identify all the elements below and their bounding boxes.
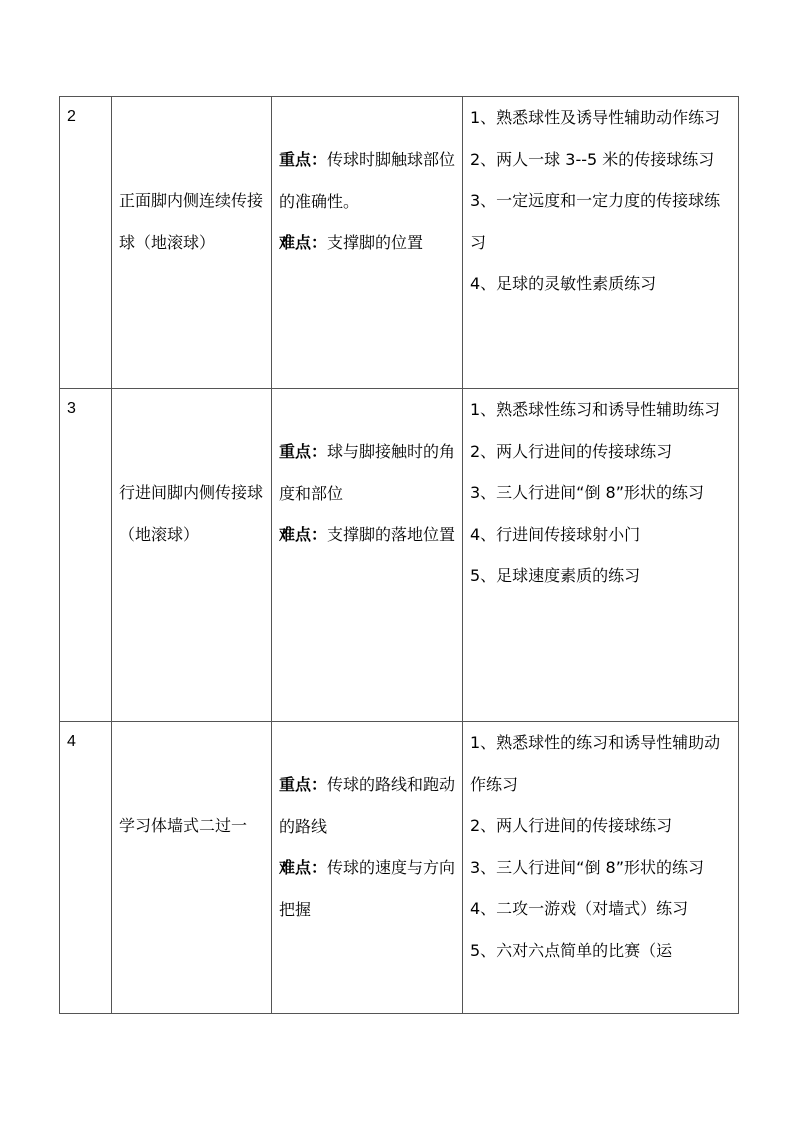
practice-step: 2、两人一球 3--5 米的传接球练习: [470, 149, 715, 169]
lesson-title-cell: [112, 389, 272, 722]
lesson-table: [59, 96, 739, 1014]
lesson-title: 行进间脚内侧传接球（地滚球）: [119, 483, 264, 544]
practice-step: 1、熟悉球性及诱导性辅助动作练习: [470, 108, 721, 127]
key-point-text: 传球的路线和跑动 的路线: [279, 775, 456, 836]
practice-steps-cell: [463, 722, 739, 1014]
lesson-title: 正面脚内侧连续传接球（地滚球）: [119, 191, 264, 252]
practice-step: 1、熟悉球性的练习和诱导性辅助动作练习: [470, 733, 721, 794]
key-point: [279, 764, 458, 847]
lesson-number-cell: [60, 389, 112, 722]
lesson-number: 3: [67, 400, 76, 417]
difficulty-text: 传球的速度与方向把握: [279, 858, 456, 919]
key-point-label: 重点：: [279, 775, 328, 794]
practice-step: 4、二攻一游戏（对墙式）练习: [470, 899, 689, 919]
difficulty: [279, 847, 458, 930]
practice-step: 5、六对六点简单的比赛（运: [470, 940, 673, 960]
key-point: [279, 431, 458, 514]
lesson-number-cell: [60, 97, 112, 389]
key-point-label: 重点：: [279, 150, 328, 169]
practice-step: 3、三人行进间“倒 8”形状的练习: [470, 857, 705, 877]
difficulty-text: 支撑脚的位置: [327, 233, 424, 253]
difficulty-label: 难点：: [279, 858, 328, 878]
key-point-label: 重点：: [279, 442, 328, 461]
difficulty: [279, 222, 458, 264]
practice-steps-cell: [463, 389, 739, 722]
key-point-text: 球与脚接触时的角度和部位: [279, 442, 456, 503]
key-points-cell: [272, 97, 463, 389]
practice-steps-cell: [463, 97, 739, 389]
practice-step: 5、足球速度素质的练习: [470, 566, 641, 586]
key-points-cell: [272, 722, 463, 1014]
lesson-number: 4: [67, 733, 76, 750]
practice-step: 1、熟悉球性练习和诱导性辅助练习: [470, 400, 721, 419]
lesson-number: 2: [67, 108, 76, 125]
practice-step: 3、一定远度和一定力度的传接球练习: [470, 191, 721, 252]
difficulty-text: 支撑脚的落地位置: [327, 525, 456, 545]
lesson-title-cell: [112, 97, 272, 389]
practice-step: 4、行进间传接球射小门: [470, 524, 641, 544]
lesson-number-cell: [60, 722, 112, 1014]
difficulty-label: 难点：: [279, 233, 328, 253]
lesson-title: 学习体墙式二过一: [119, 816, 248, 835]
key-points-cell: [272, 389, 463, 722]
key-point-text: 传球时脚触球部位的准确性。: [279, 150, 456, 211]
difficulty-label: 难点：: [279, 525, 328, 545]
table-row: [60, 97, 739, 389]
practice-step: 3、三人行进间“倒 8”形状的练习: [470, 483, 705, 503]
practice-step: 4、足球的灵敏性素质练习: [470, 274, 657, 294]
practice-step: 2、两人行进间的传接球练习: [470, 816, 673, 836]
difficulty: [279, 514, 458, 556]
table-row: [60, 389, 739, 722]
practice-step: 2、两人行进间的传接球练习: [470, 441, 673, 461]
table-row: [60, 722, 739, 1014]
lesson-title-cell: [112, 722, 272, 1014]
key-point: [279, 139, 458, 222]
